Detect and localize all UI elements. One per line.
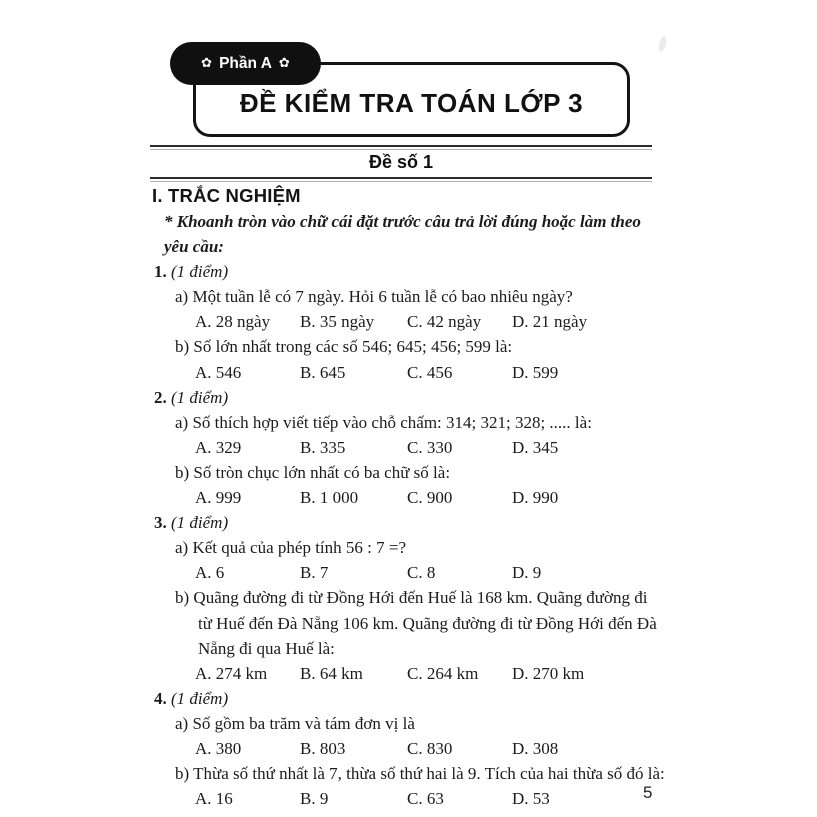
page-number: 5 <box>643 783 653 802</box>
option-c: C. 456 <box>407 362 453 382</box>
part-text: Số thích hợp viết tiếp vào chỗ chấm: 314; 321; 328; ..... là: <box>192 412 592 432</box>
scan-smudge <box>657 35 668 52</box>
question-number: 3. <box>154 513 167 533</box>
question-part <box>150 585 665 660</box>
part-label: b) <box>175 337 190 357</box>
part-text: Số gồm ba trăm và tám đơn vị là <box>192 713 415 733</box>
question-number: 2. <box>154 387 167 407</box>
option-b: B. 645 <box>300 362 346 382</box>
question-header <box>150 510 665 535</box>
divider-line-top <box>150 145 652 150</box>
question-part <box>150 761 665 786</box>
option-c: C. 42 ngày <box>407 312 482 332</box>
option-b: B. 7 <box>300 563 329 583</box>
option-b: B. 1 000 <box>300 488 359 508</box>
option-d: D. 345 <box>512 437 559 457</box>
part-text: Kết quả của phép tính 56 : 7 =? <box>192 538 406 558</box>
option-c: C. 63 <box>407 789 444 809</box>
instruction-text: * Khoanh tròn vào chữ cái đặt trước câu trả lời đúng hoặc làm theo yêu cầu: <box>164 212 641 257</box>
divider-line-bottom <box>150 177 652 182</box>
flower-right-icon: ✿ <box>278 56 290 71</box>
option-d: D. 599 <box>512 362 559 382</box>
option-a: A. 380 <box>195 738 242 758</box>
part-label: a) <box>175 287 189 307</box>
question-points: (1 điểm) <box>171 262 229 282</box>
options-row <box>150 786 665 811</box>
question-part <box>150 535 665 560</box>
option-c: C. 900 <box>407 488 453 508</box>
part-text: Một tuần lễ có 7 ngày. Hỏi 6 tuần lễ có bao nhiêu ngày? <box>192 287 573 307</box>
question-header <box>150 686 665 711</box>
option-a: A. 16 <box>195 789 233 809</box>
option-b: B. 35 ngày <box>300 312 375 332</box>
question <box>150 510 665 686</box>
question <box>150 385 665 510</box>
flower-left-icon: ✿ <box>201 56 213 71</box>
options-row <box>150 736 665 761</box>
question-part <box>150 410 665 435</box>
question-header <box>150 385 665 410</box>
option-d: D. 990 <box>512 488 559 508</box>
option-a: A. 274 km <box>195 663 268 683</box>
part-label: a) <box>175 412 189 432</box>
exam-number-title: Đề số 1 <box>368 152 434 172</box>
part-label: b) <box>175 588 190 608</box>
question-points: (1 điểm) <box>171 513 229 533</box>
section-heading: I. TRẮC NGHIỆM <box>152 185 301 206</box>
question-points: (1 điểm) <box>171 688 229 708</box>
option-a: A. 546 <box>195 362 242 382</box>
part-label: b) <box>175 764 190 784</box>
option-c: C. 830 <box>407 738 453 758</box>
question-part <box>150 334 665 359</box>
options-row <box>150 661 665 686</box>
part-text: Số tròn chục lớn nhất có ba chữ số là: <box>193 462 451 482</box>
part-badge-label: Phần A <box>219 54 272 72</box>
question-part <box>150 711 665 736</box>
options-row <box>150 435 665 460</box>
part-label: a) <box>175 538 189 558</box>
option-c: C. 8 <box>407 563 436 583</box>
option-b: B. 9 <box>300 789 329 809</box>
option-c: C. 330 <box>407 437 453 457</box>
options-row <box>150 309 665 334</box>
part-label: a) <box>175 713 189 733</box>
option-b: B. 335 <box>300 437 346 457</box>
part-label: b) <box>175 462 190 482</box>
exam-content <box>150 183 665 811</box>
part-text: Quãng đường đi từ Đồng Hới đến Huế là 168 km. Quãng đường đi từ Huế đến Đà Nẵng 106 km. Quãng đường đi từ Đồng Hới đến Đà Nẵng đi qua Huế là: <box>193 588 657 658</box>
option-d: D. 9 <box>512 563 542 583</box>
question <box>150 259 665 384</box>
options-row <box>150 360 665 385</box>
options-row <box>150 560 665 585</box>
option-a: A. 28 ngày <box>195 312 271 332</box>
part-text: Số lớn nhất trong các số 546; 645; 456; 599 là: <box>193 337 513 357</box>
part-text: Thừa số thứ nhất là 7, thừa số thứ hai là 9. Tích của hai thừa số đó là: <box>193 764 665 784</box>
option-d: D. 21 ngày <box>512 312 588 332</box>
question-header <box>150 259 665 284</box>
question-number: 4. <box>154 688 167 708</box>
question <box>150 686 665 811</box>
question-part <box>150 460 665 485</box>
question-number: 1. <box>154 262 167 282</box>
option-a: A. 999 <box>195 488 242 508</box>
question-part <box>150 284 665 309</box>
book-title: ĐỀ KIỂM TRA TOÁN LỚP 3 <box>239 87 584 118</box>
question-points: (1 điểm) <box>171 387 229 407</box>
option-c: C. 264 km <box>407 663 479 683</box>
option-a: A. 329 <box>195 437 242 457</box>
option-d: D. 270 km <box>512 663 585 683</box>
option-d: D. 53 <box>512 789 550 809</box>
part-badge <box>170 42 321 85</box>
option-b: B. 803 <box>300 738 346 758</box>
option-a: A. 6 <box>195 563 225 583</box>
option-d: D. 308 <box>512 738 559 758</box>
option-b: B. 64 km <box>300 663 363 683</box>
options-row <box>150 485 665 510</box>
